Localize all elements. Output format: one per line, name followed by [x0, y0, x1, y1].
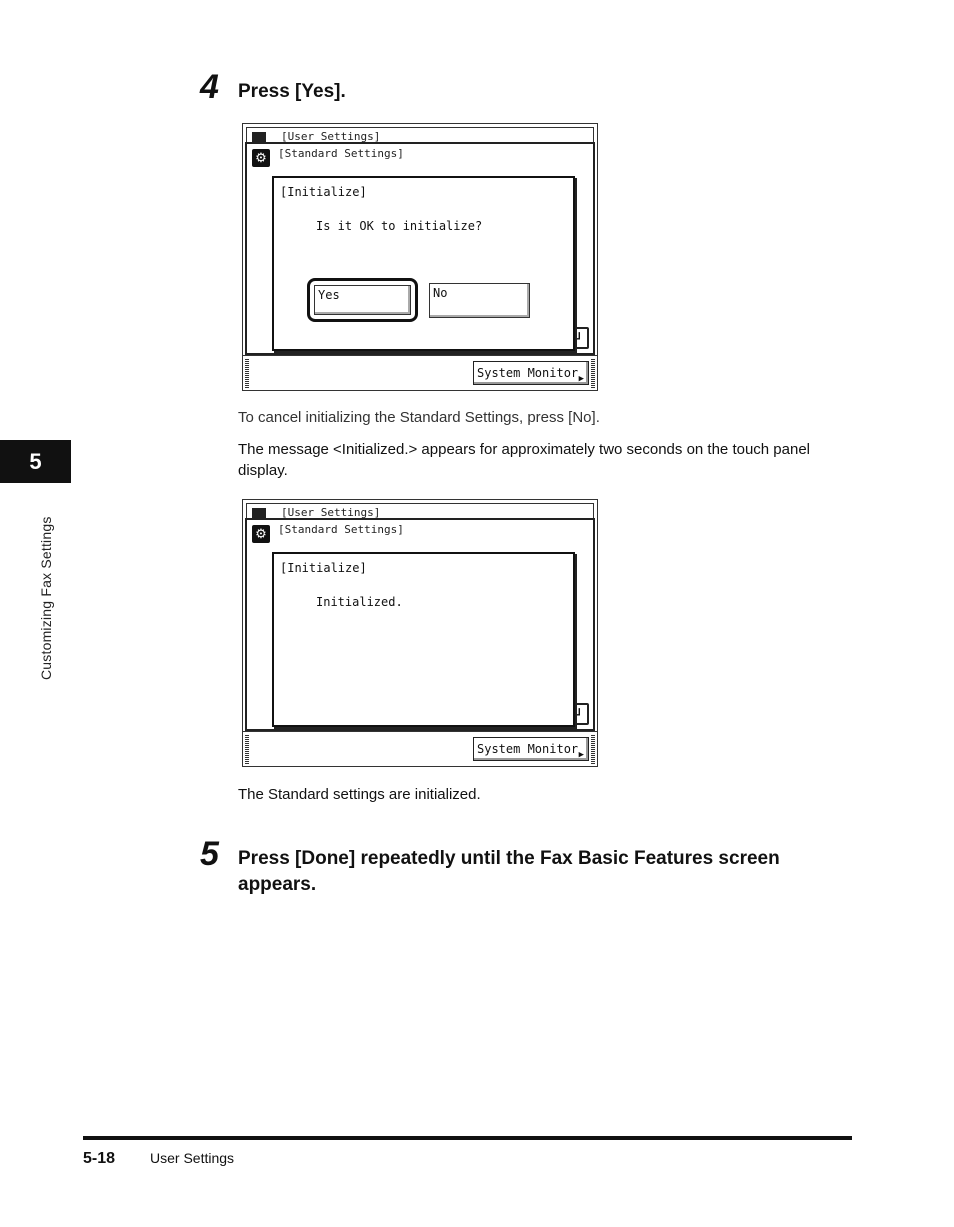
- step-4-title: Press [Yes].: [238, 81, 346, 102]
- caret-right-icon: ▶: [578, 750, 584, 760]
- footer-rule: [83, 1136, 852, 1140]
- no-button[interactable]: No: [429, 283, 530, 318]
- dialog-message: Initialized.: [316, 595, 403, 609]
- chapter-tab: 5: [0, 440, 71, 483]
- user-settings-bar: [246, 503, 594, 518]
- standard-settings-title: [Standard Settings]: [278, 523, 404, 536]
- result-note: The Standard settings are initialized.: [238, 786, 481, 803]
- standard-settings-title: [Standard Settings]: [278, 147, 404, 160]
- system-monitor-label: System Monitor: [477, 366, 579, 380]
- system-monitor-button[interactable]: [473, 737, 589, 761]
- step-5-number: 5: [200, 835, 219, 873]
- initialize-dialog: [272, 176, 575, 351]
- step-5-title: Press [Done] repeatedly until the Fax Basic Features screen appears.: [238, 848, 780, 895]
- initialized-dialog: [272, 552, 575, 727]
- footer-section: User Settings: [150, 1150, 235, 1166]
- step-4-number: 4: [200, 68, 219, 106]
- yes-button[interactable]: [307, 278, 418, 322]
- system-monitor-label: System Monitor: [477, 742, 579, 756]
- dialog-message: Is it OK to initialize?: [316, 219, 483, 233]
- settings-icon: [252, 132, 266, 142]
- dialog-title: [Initialize]: [280, 561, 367, 575]
- message-note: The message <Initialized.> appears for approximately two seconds on the touch panel display.: [238, 441, 811, 479]
- settings-gear-icon: ⚙: [252, 149, 270, 167]
- touch-panel-screen-confirm: [242, 123, 598, 391]
- standard-settings-panel: [245, 518, 595, 731]
- settings-gear-icon: ⚙: [252, 525, 270, 543]
- dialog-title: [Initialize]: [280, 185, 367, 199]
- page-number: 5-18: [83, 1150, 116, 1167]
- cancel-note: To cancel initializing the Standard Settings, press [No].: [238, 409, 600, 426]
- caret-right-icon: ▶: [578, 374, 584, 384]
- bottom-strip: [243, 355, 597, 390]
- user-settings-title: [User Settings]: [281, 506, 381, 518]
- touch-panel-screen-initialized: [242, 499, 598, 767]
- settings-icon: [252, 508, 266, 518]
- chapter-side-label: Customizing Fax Settings: [38, 516, 54, 680]
- system-monitor-button[interactable]: [473, 361, 589, 385]
- bottom-strip: [243, 731, 597, 766]
- user-settings-title: [User Settings]: [281, 130, 381, 142]
- user-settings-bar: [246, 127, 594, 142]
- standard-settings-panel: [245, 142, 595, 355]
- yes-button-label: Yes: [314, 285, 411, 315]
